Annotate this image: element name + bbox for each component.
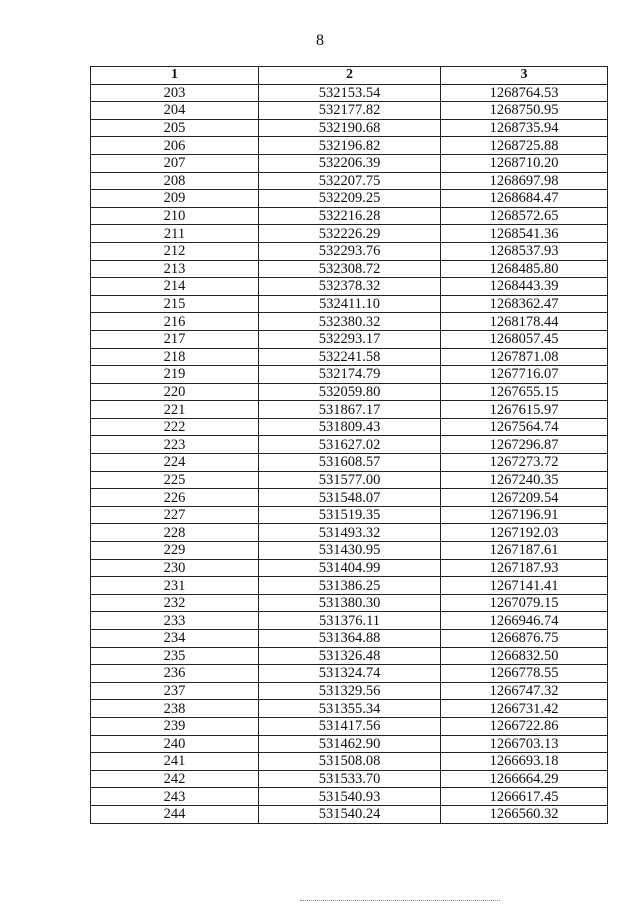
cell-y-coordinate: 1266722.86 — [441, 717, 608, 735]
cell-y-coordinate: 1268725.88 — [441, 137, 608, 155]
cell-x-coordinate: 532293.17 — [259, 330, 441, 348]
cell-x-coordinate: 532380.32 — [259, 313, 441, 331]
cell-point-number: 232 — [91, 594, 259, 612]
table-row — [91, 102, 608, 120]
cell-point-number: 225 — [91, 471, 259, 489]
cell-x-coordinate: 531355.34 — [259, 700, 441, 718]
cell-y-coordinate: 1267871.08 — [441, 348, 608, 366]
cell-y-coordinate: 1266946.74 — [441, 612, 608, 630]
cell-y-coordinate: 1266693.18 — [441, 753, 608, 771]
cell-y-coordinate: 1267192.03 — [441, 524, 608, 542]
cell-y-coordinate: 1268572.65 — [441, 207, 608, 225]
cell-x-coordinate: 532216.28 — [259, 207, 441, 225]
cell-point-number: 209 — [91, 190, 259, 208]
cell-y-coordinate: 1266617.45 — [441, 788, 608, 806]
cell-x-coordinate: 531519.35 — [259, 506, 441, 524]
cell-y-coordinate: 1266560.32 — [441, 805, 608, 823]
cell-y-coordinate: 1268764.53 — [441, 84, 608, 102]
table-row — [91, 436, 608, 454]
cell-point-number: 207 — [91, 154, 259, 172]
table-row — [91, 612, 608, 630]
table-row — [91, 630, 608, 648]
cell-x-coordinate: 531809.43 — [259, 418, 441, 436]
cell-point-number: 215 — [91, 295, 259, 313]
cell-x-coordinate: 531364.88 — [259, 630, 441, 648]
cell-x-coordinate: 531376.11 — [259, 612, 441, 630]
table-row — [91, 383, 608, 401]
cell-x-coordinate: 532241.58 — [259, 348, 441, 366]
table-row — [91, 330, 608, 348]
cell-point-number: 204 — [91, 102, 259, 120]
table-header — [91, 67, 608, 85]
cell-point-number: 243 — [91, 788, 259, 806]
table-row — [91, 418, 608, 436]
cell-y-coordinate: 1266731.42 — [441, 700, 608, 718]
table-row — [91, 577, 608, 595]
cell-y-coordinate: 1268710.20 — [441, 154, 608, 172]
table-row — [91, 190, 608, 208]
cell-x-coordinate: 531493.32 — [259, 524, 441, 542]
column-header-y: 3 — [441, 67, 608, 85]
cell-point-number: 230 — [91, 559, 259, 577]
cell-x-coordinate: 531533.70 — [259, 770, 441, 788]
cell-point-number: 211 — [91, 225, 259, 243]
table-row — [91, 665, 608, 683]
cell-x-coordinate: 531386.25 — [259, 577, 441, 595]
cell-x-coordinate: 532196.82 — [259, 137, 441, 155]
cell-x-coordinate: 532411.10 — [259, 295, 441, 313]
cell-point-number: 217 — [91, 330, 259, 348]
cell-x-coordinate: 532059.80 — [259, 383, 441, 401]
cell-point-number: 240 — [91, 735, 259, 753]
cell-y-coordinate: 1268485.80 — [441, 260, 608, 278]
cell-x-coordinate: 532378.32 — [259, 278, 441, 296]
table-row — [91, 172, 608, 190]
cell-y-coordinate: 1268443.39 — [441, 278, 608, 296]
table-row — [91, 260, 608, 278]
table-row — [91, 366, 608, 384]
cell-x-coordinate: 531627.02 — [259, 436, 441, 454]
cell-point-number: 244 — [91, 805, 259, 823]
cell-x-coordinate: 531417.56 — [259, 717, 441, 735]
cell-point-number: 222 — [91, 418, 259, 436]
cell-point-number: 224 — [91, 454, 259, 472]
table-row — [91, 295, 608, 313]
cell-x-coordinate: 532177.82 — [259, 102, 441, 120]
cell-point-number: 203 — [91, 84, 259, 102]
cell-point-number: 236 — [91, 665, 259, 683]
cell-x-coordinate: 532153.54 — [259, 84, 441, 102]
table-row — [91, 717, 608, 735]
cell-x-coordinate: 532293.76 — [259, 242, 441, 260]
table-row — [91, 682, 608, 700]
cell-x-coordinate: 531540.93 — [259, 788, 441, 806]
table-row — [91, 225, 608, 243]
cell-y-coordinate: 1266747.32 — [441, 682, 608, 700]
cell-y-coordinate: 1268541.36 — [441, 225, 608, 243]
cell-y-coordinate: 1267187.93 — [441, 559, 608, 577]
table-row — [91, 805, 608, 823]
table-row — [91, 313, 608, 331]
cell-point-number: 221 — [91, 401, 259, 419]
cell-x-coordinate: 531326.48 — [259, 647, 441, 665]
table-row — [91, 524, 608, 542]
cell-x-coordinate: 531430.95 — [259, 542, 441, 560]
cell-point-number: 218 — [91, 348, 259, 366]
cell-x-coordinate: 532206.39 — [259, 154, 441, 172]
cell-point-number: 238 — [91, 700, 259, 718]
cell-point-number: 223 — [91, 436, 259, 454]
cell-x-coordinate: 531404.99 — [259, 559, 441, 577]
cell-y-coordinate: 1268178.44 — [441, 313, 608, 331]
cell-point-number: 242 — [91, 770, 259, 788]
cell-y-coordinate: 1266664.29 — [441, 770, 608, 788]
table-row — [91, 489, 608, 507]
cell-y-coordinate: 1267079.15 — [441, 594, 608, 612]
cell-point-number: 229 — [91, 542, 259, 560]
cell-x-coordinate: 531867.17 — [259, 401, 441, 419]
table-row — [91, 753, 608, 771]
cell-point-number: 220 — [91, 383, 259, 401]
cell-y-coordinate: 1267296.87 — [441, 436, 608, 454]
cell-point-number: 228 — [91, 524, 259, 542]
cell-y-coordinate: 1266832.50 — [441, 647, 608, 665]
cell-y-coordinate: 1267240.35 — [441, 471, 608, 489]
cell-y-coordinate: 1267716.07 — [441, 366, 608, 384]
coordinates-table — [90, 66, 608, 824]
cell-point-number: 227 — [91, 506, 259, 524]
table-row — [91, 788, 608, 806]
cell-point-number: 205 — [91, 119, 259, 137]
cell-x-coordinate: 532174.79 — [259, 366, 441, 384]
cell-y-coordinate: 1268750.95 — [441, 102, 608, 120]
cell-point-number: 241 — [91, 753, 259, 771]
table-row — [91, 647, 608, 665]
column-header-x: 2 — [259, 67, 441, 85]
cell-x-coordinate: 531324.74 — [259, 665, 441, 683]
cell-point-number: 237 — [91, 682, 259, 700]
cell-y-coordinate: 1268537.93 — [441, 242, 608, 260]
cell-point-number: 235 — [91, 647, 259, 665]
cell-y-coordinate: 1268735.94 — [441, 119, 608, 137]
cell-y-coordinate: 1267196.91 — [441, 506, 608, 524]
cell-x-coordinate: 532226.29 — [259, 225, 441, 243]
cell-point-number: 208 — [91, 172, 259, 190]
cell-y-coordinate: 1267655.15 — [441, 383, 608, 401]
cell-point-number: 216 — [91, 313, 259, 331]
table-row — [91, 278, 608, 296]
table-row — [91, 84, 608, 102]
table-row — [91, 119, 608, 137]
cell-y-coordinate: 1266778.55 — [441, 665, 608, 683]
table-row — [91, 137, 608, 155]
cell-y-coordinate: 1268697.98 — [441, 172, 608, 190]
cell-x-coordinate: 531329.56 — [259, 682, 441, 700]
cell-point-number: 206 — [91, 137, 259, 155]
table-row — [91, 735, 608, 753]
bottom-dotted-line — [300, 900, 500, 903]
table-row — [91, 700, 608, 718]
cell-y-coordinate: 1266703.13 — [441, 735, 608, 753]
table-row — [91, 348, 608, 366]
header-row — [91, 67, 608, 85]
cell-y-coordinate: 1267564.74 — [441, 418, 608, 436]
cell-x-coordinate: 532308.72 — [259, 260, 441, 278]
table-row — [91, 559, 608, 577]
cell-x-coordinate: 531540.24 — [259, 805, 441, 823]
cell-x-coordinate: 531508.08 — [259, 753, 441, 771]
cell-point-number: 214 — [91, 278, 259, 296]
cell-x-coordinate: 532209.25 — [259, 190, 441, 208]
table-row — [91, 454, 608, 472]
cell-point-number: 226 — [91, 489, 259, 507]
cell-point-number: 210 — [91, 207, 259, 225]
table-row — [91, 154, 608, 172]
cell-y-coordinate: 1268684.47 — [441, 190, 608, 208]
cell-x-coordinate: 531380.30 — [259, 594, 441, 612]
cell-y-coordinate: 1268362.47 — [441, 295, 608, 313]
cell-x-coordinate: 531462.90 — [259, 735, 441, 753]
table-row — [91, 242, 608, 260]
table-row — [91, 471, 608, 489]
cell-x-coordinate: 531548.07 — [259, 489, 441, 507]
cell-x-coordinate: 532190.68 — [259, 119, 441, 137]
cell-y-coordinate: 1266876.75 — [441, 630, 608, 648]
cell-point-number: 213 — [91, 260, 259, 278]
table-row — [91, 542, 608, 560]
cell-point-number: 233 — [91, 612, 259, 630]
table-row — [91, 506, 608, 524]
cell-y-coordinate: 1267209.54 — [441, 489, 608, 507]
column-header-point: 1 — [91, 67, 259, 85]
cell-point-number: 231 — [91, 577, 259, 595]
cell-point-number: 219 — [91, 366, 259, 384]
page-number: 8 — [316, 32, 324, 49]
table-row — [91, 401, 608, 419]
cell-x-coordinate: 532207.75 — [259, 172, 441, 190]
cell-point-number: 239 — [91, 717, 259, 735]
cell-point-number: 234 — [91, 630, 259, 648]
table-row — [91, 207, 608, 225]
table-row — [91, 594, 608, 612]
cell-point-number: 212 — [91, 242, 259, 260]
cell-y-coordinate: 1267141.41 — [441, 577, 608, 595]
cell-y-coordinate: 1268057.45 — [441, 330, 608, 348]
table-row — [91, 770, 608, 788]
cell-y-coordinate: 1267273.72 — [441, 454, 608, 472]
cell-y-coordinate: 1267615.97 — [441, 401, 608, 419]
cell-x-coordinate: 531577.00 — [259, 471, 441, 489]
cell-y-coordinate: 1267187.61 — [441, 542, 608, 560]
table-body — [91, 84, 608, 823]
cell-x-coordinate: 531608.57 — [259, 454, 441, 472]
